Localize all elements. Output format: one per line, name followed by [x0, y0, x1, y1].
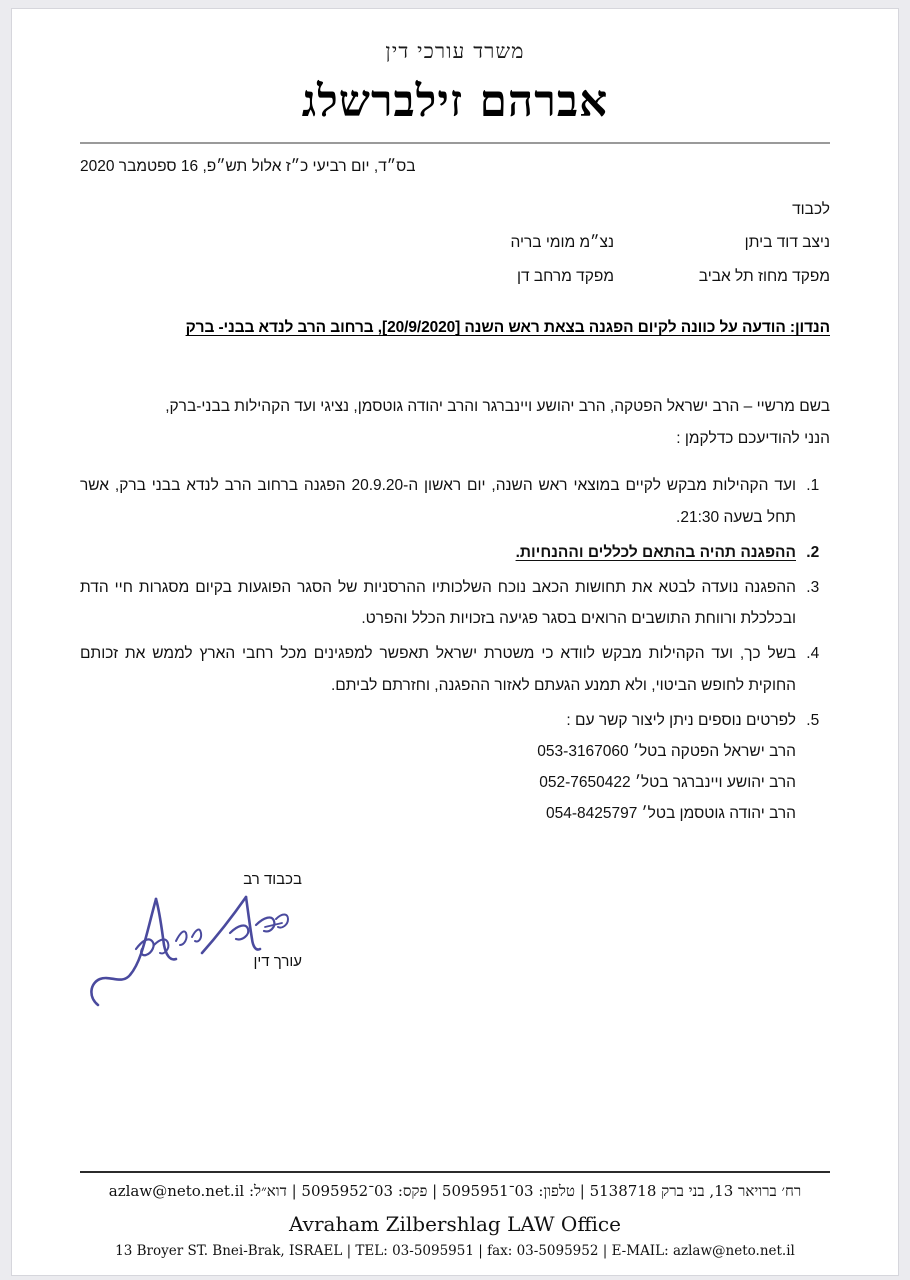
- list-item: [80, 705, 802, 830]
- contacts-intro: לפרטים נוספים ניתן ליצור קשר עם :: [566, 711, 796, 729]
- document-page: [12, 9, 898, 1275]
- signature-block: [80, 871, 310, 1011]
- list-item: 1. ועד הקהילות מבקש לקיים במוצאי ראש השנה, יום ראשון ה-20.9.20 הפגנה ברחוב הרב לנדא בבני ברק, אשר תחל בשעה 21:30.: [80, 470, 802, 534]
- addressee-block: [80, 202, 830, 285]
- letterhead: [80, 9, 830, 144]
- intro-line-1: בשם מרשיי – הרב ישראל הפטקה, הרב יהושע ויינברגר והרב יהודה גוטסמן, נציגי ועד הקהילות בבני-ברק,: [165, 397, 830, 415]
- list-item: 4. בשל כך, ועד הקהילות מבקש לוודא כי משטרת ישראל תאפשר למפגינים מכל רחבי הארץ לממש את זכותם החוקית לחופש הביטוי, ולא תמנע הגעתם לאזור ההפגנה, וחזרתם לביתם.: [80, 638, 802, 702]
- letterhead-divider: [80, 142, 830, 144]
- contact-item: הרב יהודה גוטסמן בטל׳ 054-8425797: [546, 805, 796, 823]
- footer-english-contact: 13 Broyer ST. Bnei-Brak, ISRAEL | TEL: 03-5095951 | fax: 03-5095952 | E-MAIL: azlaw@neto.net.il: [115, 1243, 795, 1260]
- contact-item: הרב ישראל הפטקה בטל׳ 053-3167060: [537, 743, 796, 761]
- addressee-name-secondary: נצ״מ מומי בריה: [510, 234, 614, 252]
- numbered-list: [80, 470, 830, 829]
- addressee-row: [80, 269, 830, 285]
- footer-divider: [80, 1171, 830, 1173]
- letterhead-subtitle: משרד עורכי דין: [385, 39, 525, 63]
- footer-hebrew-contact: רח׳ ברויאר 13, בני ברק 5138718 | טלפון: 03־5095951 | פקס: 03־5095952 | דוא״ל: azlaw@neto.net.il: [108, 1181, 802, 1200]
- addressee-to-label: לכבוד: [792, 200, 830, 218]
- handwritten-signature: [80, 875, 310, 1011]
- letterhead-firm-name: אברהם זילברשלג: [301, 75, 609, 127]
- signature-regards: בכבוד רב: [243, 871, 302, 888]
- addressee-row: [80, 235, 830, 251]
- list-item: 2. ההפגנה תהיה בהתאם לכללים וההנחיות.: [80, 537, 802, 569]
- intro-line-2: הנני להודיעכם כדלקמן :: [676, 429, 830, 447]
- addressee-title-primary: מפקד מחוז תל אביב: [698, 267, 830, 285]
- intro-paragraph: [80, 391, 830, 455]
- page-footer: [80, 1171, 830, 1261]
- contact-list: [80, 736, 796, 829]
- subject-line: הנדון: הודעה על כוונה לקיום הפגנה בצאת ראש השנה [20/9/2020], ברחוב הרב לנדא בבני- ברק: [185, 318, 830, 336]
- signature-role: עורך דין: [253, 953, 302, 970]
- list-item: 3. ההפגנה נועדה לבטא את תחושות הכאב נוכח השלכותיו ההרסניות של הסגר הפוגעות בקיום מסגרות חיי הדת ובכלכלת ורווחת התושבים הרואים בסגר פגיעה בזכויות הכלל והפרט.: [80, 572, 802, 636]
- contact-item: הרב יהושע ויינברגר בטל׳ 052-7650422: [539, 774, 796, 792]
- footer-english-firm-name: Avraham Zilbershlag LAW Office: [289, 1212, 621, 1237]
- date-line: בס״ד, יום רביעי כ״ז אלול תש״פ, 16 ספטמבר 2020: [80, 157, 416, 175]
- addressee-title-secondary: מפקד מרחב דן: [516, 267, 614, 285]
- addressee-name-primary: ניצב דוד ביתן: [744, 234, 830, 252]
- page-content: [12, 9, 898, 1275]
